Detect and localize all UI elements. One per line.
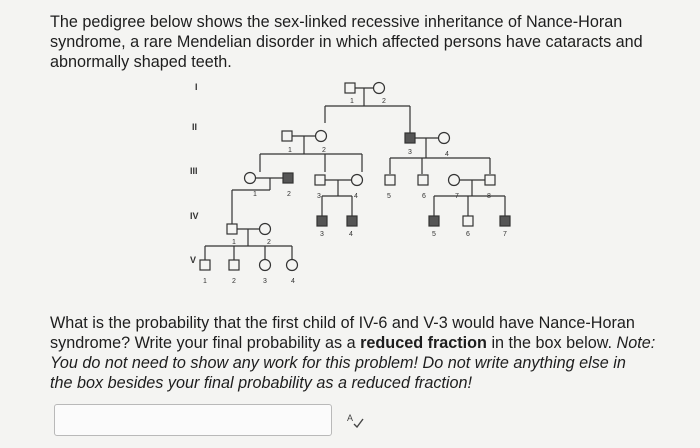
svg-text:2: 2 [287, 191, 291, 198]
gen-II [260, 131, 490, 175]
svg-text:2: 2 [232, 278, 236, 285]
III-1-female [245, 173, 256, 184]
IV-7-male-affected [500, 216, 510, 226]
svg-text:2: 2 [322, 147, 326, 154]
svg-text:2: 2 [267, 239, 271, 246]
svg-text:1: 1 [232, 239, 236, 246]
IV-5-male-affected [429, 216, 439, 226]
svg-text:8: 8 [487, 193, 491, 200]
V-1-male [200, 260, 210, 270]
II-3-male-affected [405, 133, 415, 143]
gen-label-IV: IV [190, 211, 199, 221]
III-6-male [418, 175, 428, 185]
question-body [50, 313, 680, 393]
svg-text:1: 1 [350, 98, 354, 105]
II-1-male [282, 131, 292, 141]
svg-text:6: 6 [422, 193, 426, 200]
intro-line-2: syndrome, a rare Mendelian disorder in which affected persons have cataracts and [50, 33, 643, 51]
svg-text:6: 6 [466, 231, 470, 238]
V-4-female [287, 260, 298, 271]
IV-2-female [260, 224, 271, 235]
question-line-1: What is the probability that the first child of IV-6 and V-3 would have Nance-Horan [50, 314, 635, 332]
III-7-female [449, 175, 460, 186]
svg-text:4: 4 [349, 231, 353, 238]
svg-text:3: 3 [263, 278, 267, 285]
svg-text:4: 4 [445, 151, 449, 158]
note-label: Note: [616, 334, 656, 352]
I-1-male [345, 83, 355, 93]
gen-I [325, 83, 410, 134]
question-line-2: syndrome? Write your final probability as a reduced fraction in the box below. Note: [50, 334, 656, 352]
intro-line-3: abnormally shaped teeth. [50, 53, 232, 71]
IV-1-male [227, 224, 237, 234]
svg-text:1: 1 [253, 191, 257, 198]
emphasis-reduced-fraction: reduced fraction [360, 334, 487, 352]
III-4-female [352, 175, 363, 186]
svg-text:4: 4 [291, 278, 295, 285]
pedigree-chart [150, 78, 530, 303]
III-3-male [315, 175, 325, 185]
II-4-female [439, 133, 450, 144]
svg-text:1: 1 [203, 278, 207, 285]
spellcheck-icon[interactable] [346, 412, 366, 430]
IV-3-male-affected [317, 216, 327, 226]
svg-text:5: 5 [432, 231, 436, 238]
I-2-female [374, 83, 385, 94]
IV-4-male-affected [347, 216, 357, 226]
svg-text:3: 3 [317, 193, 321, 200]
svg-text:7: 7 [503, 231, 507, 238]
II-2-female [316, 131, 327, 142]
IV-6-male [463, 216, 473, 226]
svg-text:2: 2 [382, 98, 386, 105]
V-2-male [229, 260, 239, 270]
gen-V [200, 260, 298, 286]
V-3-female [260, 260, 271, 271]
III-8-male [485, 175, 495, 185]
question-intro [50, 12, 670, 72]
svg-text:A: A [347, 413, 354, 423]
svg-text:7: 7 [455, 193, 459, 200]
svg-text:3: 3 [408, 149, 412, 156]
svg-text:5: 5 [387, 193, 391, 200]
question-line-3: You do not need to show any work for this problem! Do not write anything else in [50, 354, 626, 372]
spellcheck-icon-glyph [346, 412, 364, 428]
gen-label-II: II [192, 122, 198, 132]
svg-text:4: 4 [354, 193, 358, 200]
gen-label-I: I [195, 82, 198, 92]
svg-text:1: 1 [288, 147, 292, 154]
III-2-male-affected [283, 173, 293, 183]
intro-line-1: The pedigree below shows the sex-linked recessive inheritance of Nance-Horan [50, 13, 623, 31]
III-5-male [385, 175, 395, 185]
gen-label-V: V [190, 255, 197, 265]
gen-III [232, 173, 505, 217]
svg-text:3: 3 [320, 231, 324, 238]
answer-input[interactable] [54, 404, 332, 436]
question-line-4: the box besides your final probability as a reduced fraction! [50, 374, 473, 392]
gen-IV [205, 190, 510, 260]
gen-label-III: III [190, 166, 198, 176]
